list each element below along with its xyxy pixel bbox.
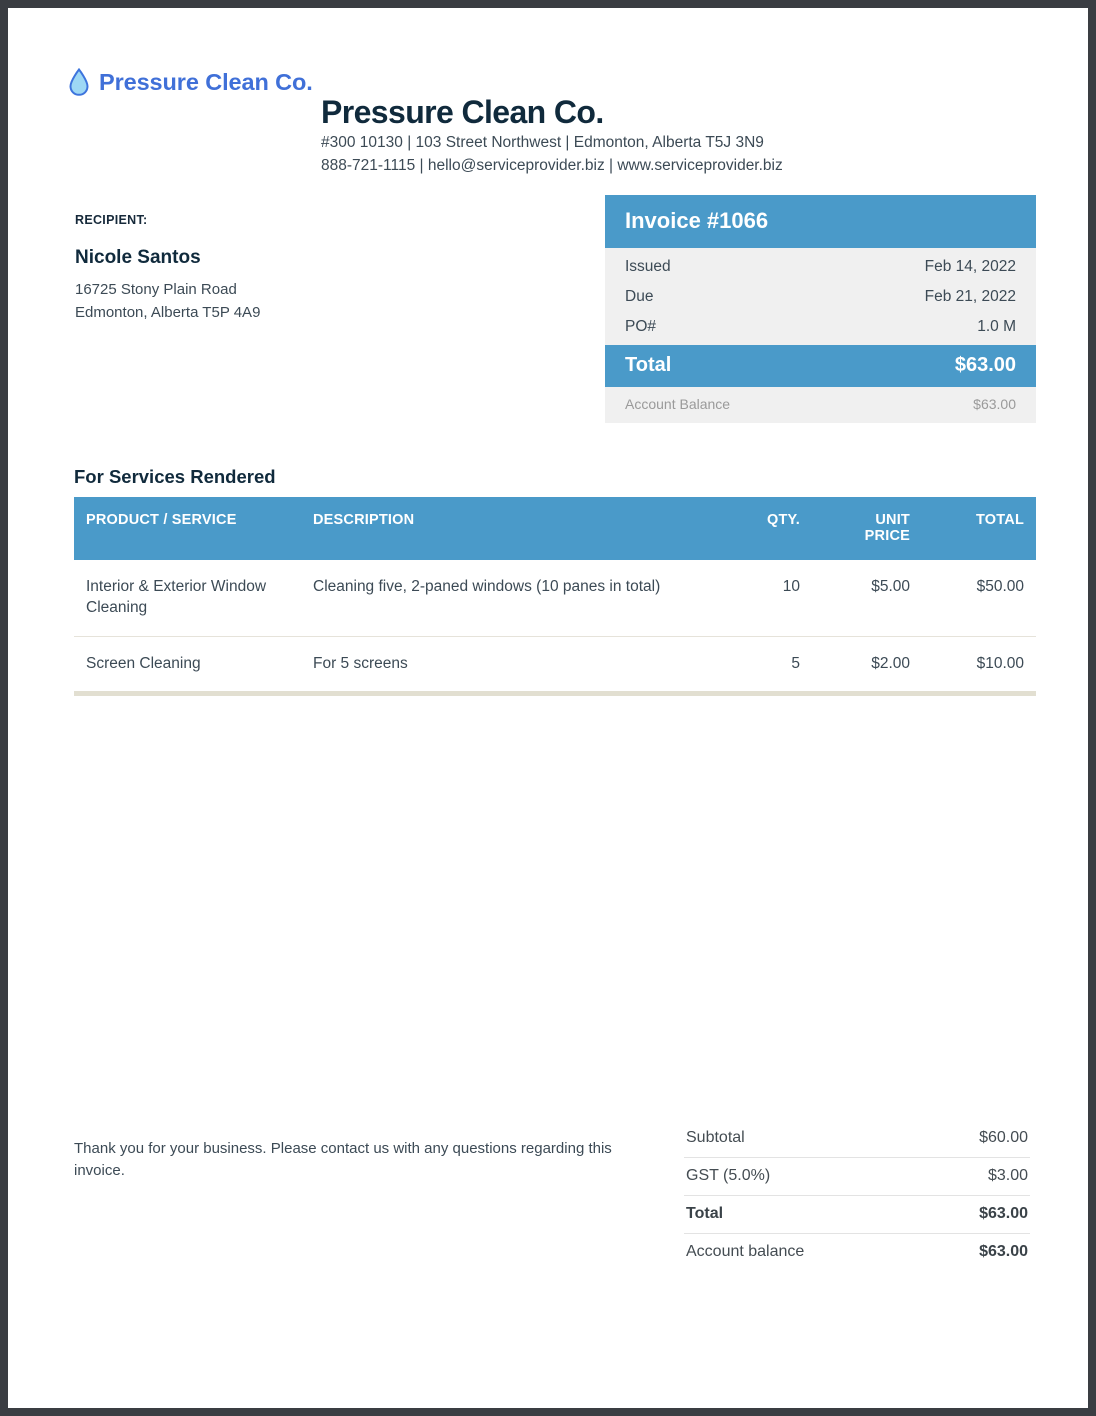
services-heading: For Services Rendered <box>74 466 276 487</box>
footer-note: Thank you for your business. Please contact us with any questions regarding this invoice. <box>74 1140 612 1180</box>
unit-price-line-1: UNIT <box>875 512 910 528</box>
invoice-summary-rows <box>605 248 1036 345</box>
summary-row-po <box>605 312 1036 342</box>
recipient-label: RECIPIENT: <box>75 213 148 227</box>
cell-product: Screen Cleaning <box>74 636 306 693</box>
recipient-address-line-2: Edmonton, Alberta T5P 4A9 <box>75 303 261 321</box>
recipient-block <box>75 213 475 324</box>
cell-unit-price: $2.00 <box>812 636 924 693</box>
water-droplet-icon <box>68 68 90 96</box>
column-header-unit-price <box>812 497 924 560</box>
line-items-body <box>74 560 1036 694</box>
brand-logo-text: Pressure Clean Co. <box>99 68 313 95</box>
summary-balance-label: Account Balance <box>625 396 731 412</box>
totals-value-balance: $63.00 <box>979 1243 1028 1260</box>
line-items-header <box>74 497 1036 560</box>
cell-unit-price: $5.00 <box>812 560 924 636</box>
cell-qty: 5 <box>724 636 812 693</box>
summary-row-due <box>605 282 1036 312</box>
cell-description: Cleaning five, 2-paned windows (10 panes in total) <box>306 560 724 636</box>
column-header-product: PRODUCT / SERVICE <box>74 497 306 560</box>
summary-balance-row <box>605 387 1036 423</box>
summary-total-label: Total <box>625 354 672 376</box>
cell-description: For 5 screens <box>306 636 724 693</box>
invoice-number-heading: Invoice #1066 <box>605 195 1036 248</box>
unit-price-line-2: PRICE <box>864 528 910 544</box>
invoice-page <box>8 8 1088 1408</box>
company-block <box>321 94 783 178</box>
totals-label-balance: Account balance <box>686 1243 805 1260</box>
summary-label-due: Due <box>625 288 654 305</box>
column-header-qty: QTY. <box>724 497 812 560</box>
brand-logo <box>68 68 313 96</box>
totals-value-total: $63.00 <box>979 1205 1028 1222</box>
summary-balance-value: $63.00 <box>973 396 1016 412</box>
summary-row-issued <box>605 252 1036 282</box>
company-contact: 888-721-1115 | hello@serviceprovider.biz | www.serviceprovider.biz <box>321 157 783 175</box>
summary-value-due: Feb 21, 2022 <box>924 288 1016 305</box>
totals-block <box>684 1120 1030 1271</box>
summary-label-issued: Issued <box>625 258 671 275</box>
line-items-table <box>74 497 1036 696</box>
totals-label-tax: GST (5.0%) <box>686 1167 771 1184</box>
recipient-name: Nicole Santos <box>75 247 201 268</box>
column-header-description: DESCRIPTION <box>306 497 724 560</box>
cell-product: Interior & Exterior Window Cleaning <box>74 560 306 636</box>
totals-label-total: Total <box>686 1205 724 1222</box>
totals-row-balance <box>684 1233 1030 1271</box>
cell-total: $10.00 <box>924 636 1036 693</box>
totals-value-subtotal: $60.00 <box>979 1129 1028 1146</box>
summary-value-issued: Feb 14, 2022 <box>924 258 1016 275</box>
totals-row-tax <box>684 1157 1030 1195</box>
table-header-row <box>74 497 1036 560</box>
recipient-address-line-1: 16725 Stony Plain Road <box>75 281 237 298</box>
column-header-total: TOTAL <box>924 497 1036 560</box>
summary-total-value: $63.00 <box>954 354 1016 376</box>
summary-label-po: PO# <box>625 318 657 335</box>
summary-total-row <box>605 345 1036 387</box>
company-address: #300 10130 | 103 Street Northwest | Edmonton, Alberta T5J 3N9 <box>321 134 764 152</box>
invoice-summary-box <box>605 195 1036 423</box>
totals-value-tax: $3.00 <box>987 1167 1028 1184</box>
table-row <box>74 560 1036 636</box>
totals-row-subtotal <box>684 1120 1030 1157</box>
table-row <box>74 636 1036 693</box>
summary-value-po: 1.0 M <box>977 318 1016 335</box>
cell-qty: 10 <box>724 560 812 636</box>
company-name: Pressure Clean Co. <box>321 94 604 130</box>
totals-label-subtotal: Subtotal <box>686 1129 745 1146</box>
cell-total: $50.00 <box>924 560 1036 636</box>
totals-row-total <box>684 1195 1030 1233</box>
